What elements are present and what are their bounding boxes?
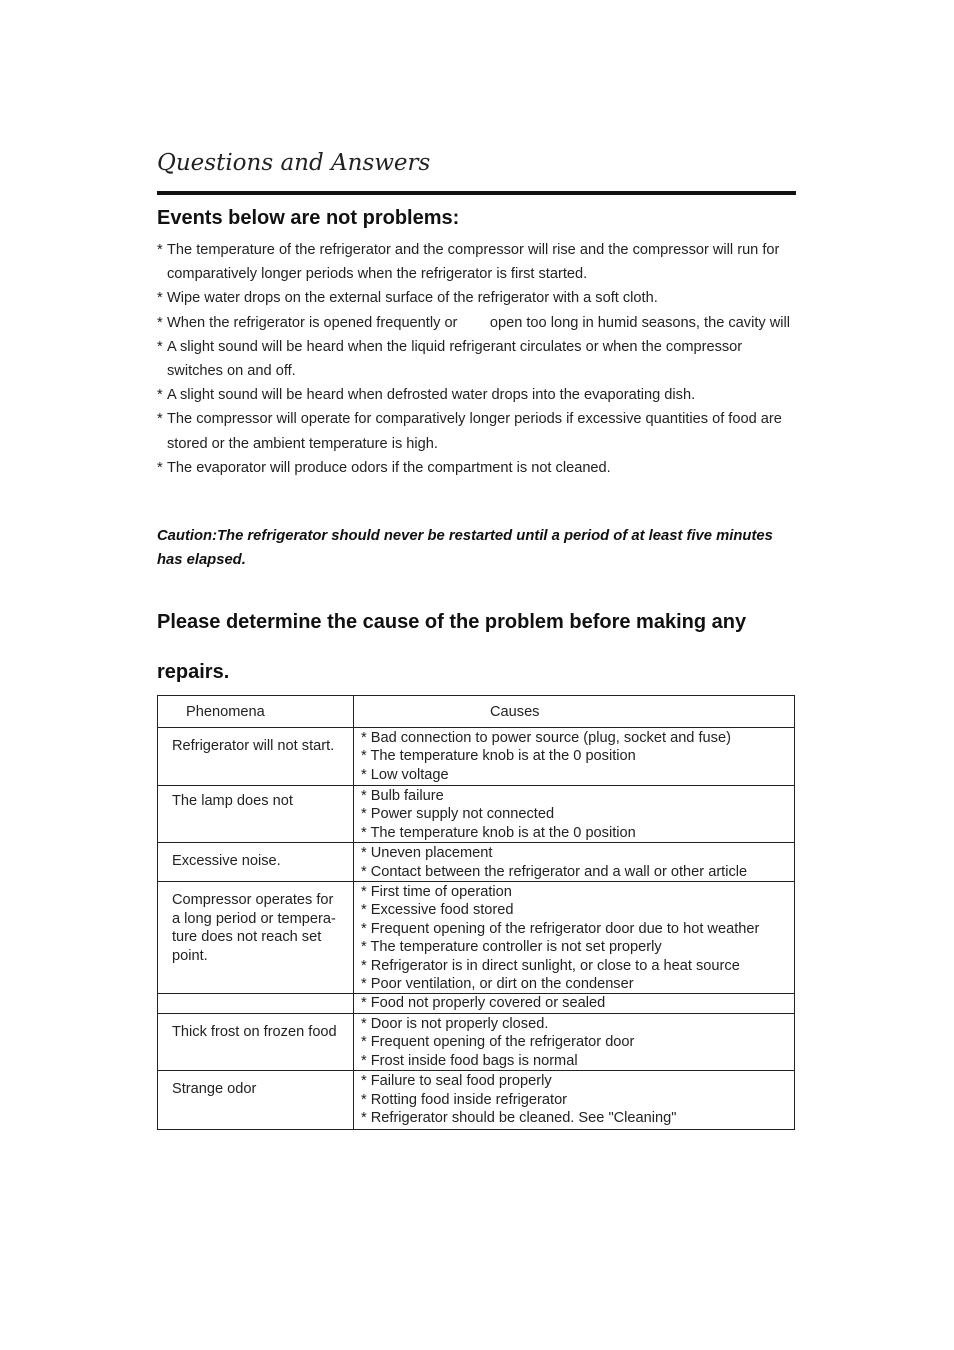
phenomenon-cell: Thick frost on frozen food: [158, 1013, 354, 1070]
table-row: [158, 786, 795, 843]
header-causes: Causes: [354, 696, 795, 728]
phenomenon-cell: Refrigerator will not start.: [158, 728, 354, 786]
caution-note: Caution:The refrigerator should never be restarted until a period of at least five minutes has elapsed.: [157, 528, 773, 568]
table-row: [158, 994, 795, 1013]
title-divider: [157, 191, 796, 195]
causes-cell: [354, 728, 795, 786]
cause-item: * Poor ventilation, or dirt on the condenser: [361, 976, 634, 993]
phenomenon-cell: The lamp does not: [158, 786, 354, 843]
cause-item: * Rotting food inside refrigerator: [361, 1091, 568, 1108]
cause-item: * The temperature knob is at the 0 position: [361, 748, 636, 765]
cause-item: * The temperature controller is not set properly: [361, 939, 662, 956]
cause-item: * Food not properly covered or sealed: [361, 995, 606, 1012]
note-item: * The compressor will operate for comparatively longer periods if excessive quantities of food are stored or the ambient temperature is high.: [157, 411, 782, 452]
notes-list: [157, 238, 802, 480]
page-title: Questions and Answers: [157, 150, 431, 176]
causes-cell: [354, 1071, 795, 1130]
table-row: [158, 1013, 795, 1070]
cause-item: * Excessive food stored: [361, 902, 514, 919]
phenomenon-cell: [158, 994, 354, 1013]
cause-item: * Uneven placement: [361, 845, 493, 862]
phenomenon-cell: Compressor operates for a long period or tempera- ture does not reach set point.: [158, 882, 354, 994]
table-row: [158, 882, 795, 994]
causes-cell: [354, 882, 795, 994]
note-item: * The evaporator will produce odors if the compartment is not cleaned.: [157, 459, 611, 476]
causes-cell: [354, 994, 795, 1013]
table-row: [158, 1071, 795, 1130]
table-header-row: [158, 696, 795, 728]
causes-cell: [354, 843, 795, 882]
cause-item: * Frost inside food bags is normal: [361, 1052, 578, 1069]
cause-item: * The temperature knob is at the 0 position: [361, 824, 636, 841]
cause-item: * First time of operation: [361, 884, 512, 901]
causes-cell: [354, 1013, 795, 1070]
note-item: * The temperature of the refrigerator and the compressor will rise and the compressor will run for comparatively longer periods when the refrigerator is first started.: [157, 242, 780, 283]
cause-item: * Low voltage: [361, 766, 449, 783]
cause-item: * Door is not properly closed.: [361, 1015, 549, 1032]
cause-item: * Frequent opening of the refrigerator door due to hot weather: [361, 920, 760, 937]
note-item: * When the refrigerator is opened frequently or open too long in humid seasons, the cavity will: [157, 314, 791, 331]
cause-item: * Failure to seal food properly: [361, 1073, 552, 1090]
phenomenon-cell: Excessive noise.: [158, 843, 354, 882]
table-row: [158, 728, 795, 786]
note-item: * Wipe water drops on the external surface of the refrigerator with a soft cloth.: [157, 290, 658, 307]
note-item: * A slight sound will be heard when the liquid refrigerant circulates or when the compressor switches on and off.: [157, 338, 743, 380]
section-heading: Events below are not problems:: [157, 207, 460, 229]
determine-heading: Please determine the cause of the problem before making any repairs.: [157, 611, 747, 683]
causes-cell: [354, 786, 795, 843]
cause-item: * Refrigerator is in direct sunlight, or close to a heat source: [361, 957, 740, 974]
cause-item: * Frequent opening of the refrigerator door: [361, 1034, 635, 1051]
cause-item: * Contact between the refrigerator and a wall or other article: [361, 863, 748, 880]
cause-item: * Bad connection to power source (plug, socket and fuse): [361, 730, 731, 746]
cause-item: * Power supply not connected: [361, 806, 555, 823]
cause-item: * Refrigerator should be cleaned. See "Cleaning": [361, 1109, 677, 1126]
cause-item: * Bulb failure: [361, 788, 444, 804]
table-row: [158, 843, 795, 882]
troubleshooting-table: [157, 695, 795, 1130]
phenomenon-cell: Strange odor: [158, 1071, 354, 1130]
note-item: * A slight sound will be heard when defrosted water drops into the evaporating dish.: [157, 387, 696, 404]
header-phenomena: Phenomena: [158, 696, 354, 728]
